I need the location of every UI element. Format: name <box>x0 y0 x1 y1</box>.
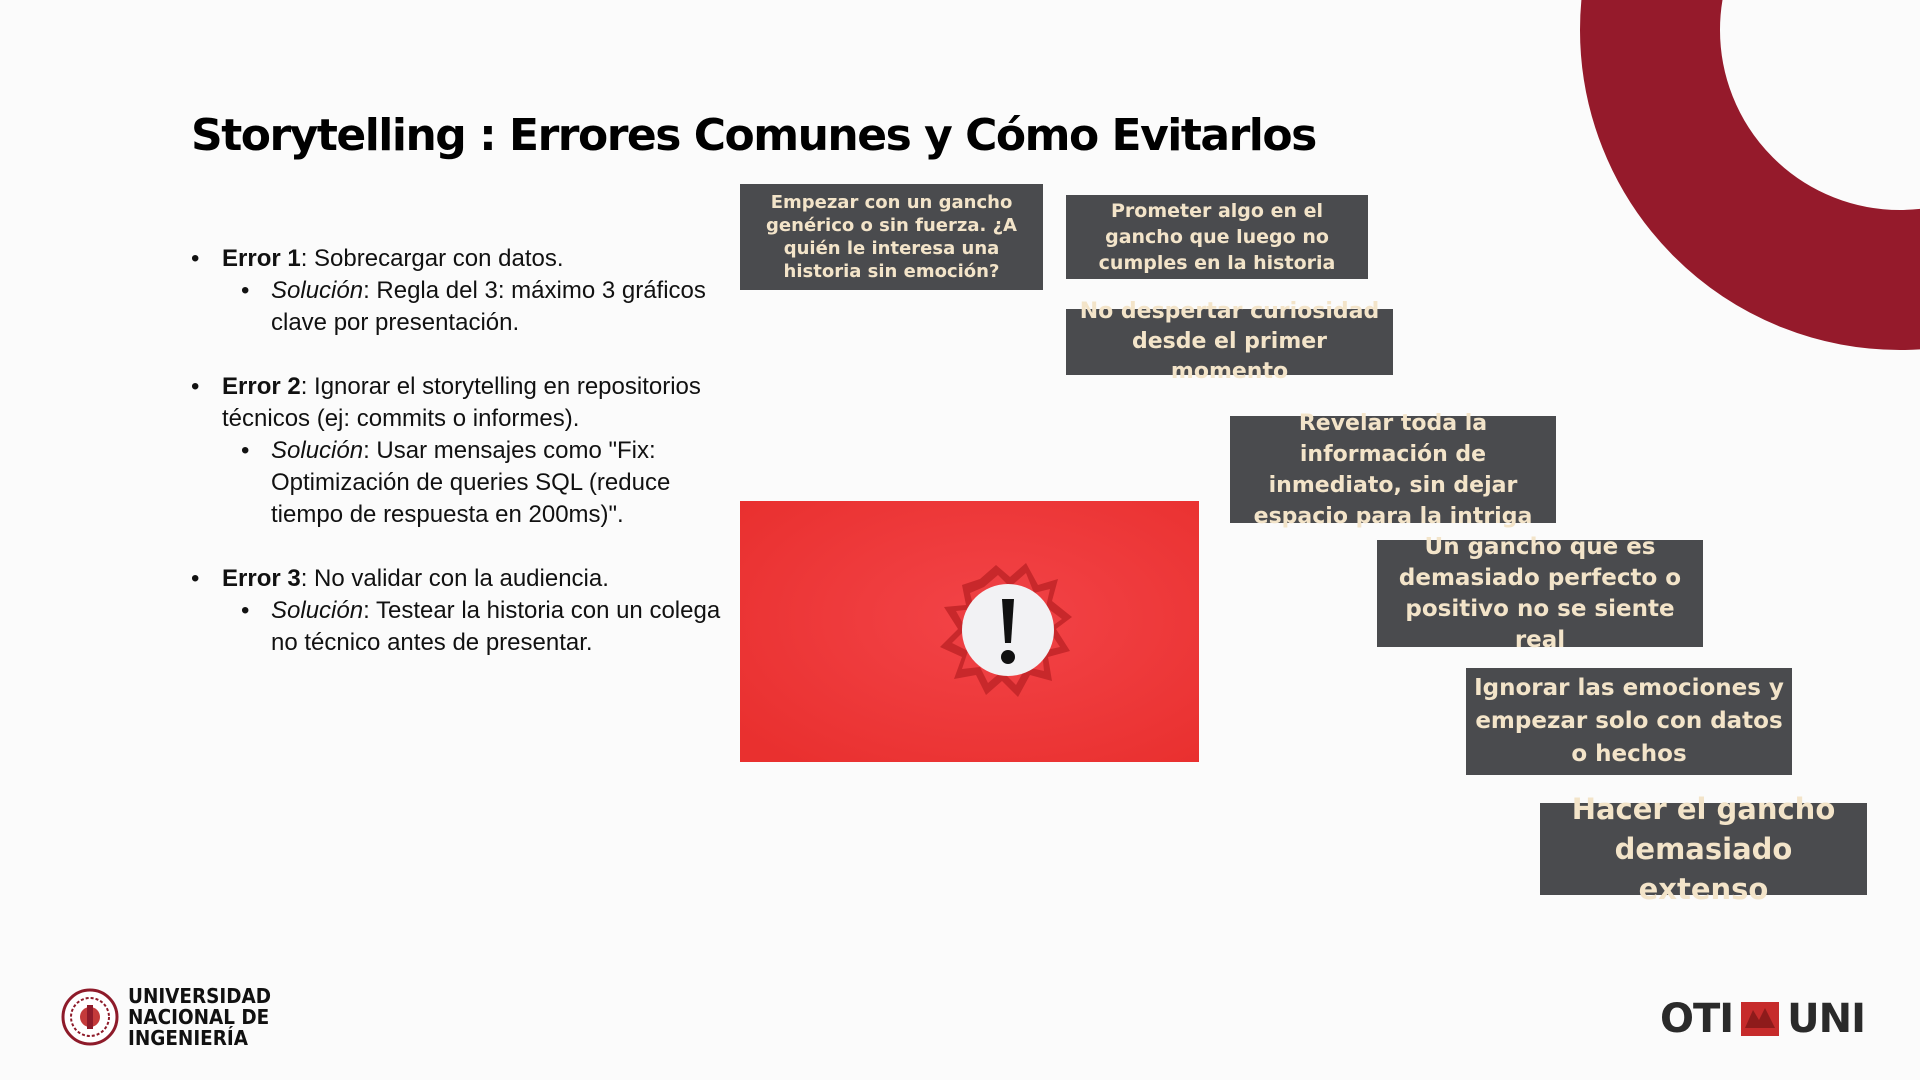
error-label: Error 3 <box>222 565 301 592</box>
oti-text: OTI <box>1660 996 1734 1042</box>
mistake-box: Hacer el gancho demasiado extenso <box>1540 803 1867 895</box>
warning-photo <box>740 501 1199 762</box>
solution-label: Solución <box>271 597 364 624</box>
error-list <box>191 243 731 659</box>
university-name-line: INGENIERÍA <box>128 1025 248 1050</box>
error-item <box>191 371 731 435</box>
mistake-box: No despertar curiosidad desde el primer momento <box>1066 309 1393 375</box>
oti-uni-logo <box>1660 995 1865 1043</box>
mistake-box: Empezar con un gancho genérico o sin fuerza. ¿A quién le interesa una historia sin emoción? <box>740 184 1043 290</box>
solution-label: Solución <box>271 437 364 464</box>
mistake-box: Un gancho que es demasiado perfecto o positivo no se siente real <box>1377 540 1703 647</box>
error-text: : No validar con la audiencia. <box>300 565 609 592</box>
error-text: : Ignorar el storytelling en repositorios técnicos (ej: commits o informes). <box>222 373 701 432</box>
error-text: : Sobrecargar con datos. <box>300 245 564 272</box>
mistake-box: Prometer algo en el gancho que luego no cumples en la historia <box>1066 195 1368 279</box>
university-name-line: UNIVERSIDAD <box>128 983 272 1008</box>
solution-item <box>191 435 731 531</box>
uni-text: UNI <box>1787 996 1866 1042</box>
decorative-arc <box>1580 0 1920 350</box>
university-logo <box>60 983 284 1051</box>
mistake-box: Revelar toda la información de inmediato, sin dejar espacio para la intriga <box>1230 416 1556 523</box>
error-label: Error 2 <box>222 373 301 400</box>
solution-item <box>191 275 731 339</box>
oti-uni-mark-icon <box>1739 998 1781 1040</box>
error-item <box>191 243 731 275</box>
university-name-line: NACIONAL DE <box>128 1004 270 1029</box>
solution-text: : Regla del 3: máximo 3 gráficos clave por presentación. <box>271 277 706 336</box>
slide-title: Storytelling : Errores Comunes y Cómo Evitarlos <box>191 110 1316 161</box>
university-seal-icon <box>60 983 120 1051</box>
solution-text: : Testear la historia con un colega no técnico antes de presentar. <box>271 597 721 656</box>
error-label: Error 1 <box>222 245 301 272</box>
solution-item <box>191 595 731 659</box>
error-item <box>191 563 731 595</box>
solution-label: Solución <box>271 277 364 304</box>
solution-text: : Usar mensajes como "Fix: Optimización de queries SQL (reduce tiempo de respuesta en 200ms)". <box>271 437 671 528</box>
mistake-box: Ignorar las emociones y empezar solo con datos o hechos <box>1466 668 1792 775</box>
university-name <box>128 983 284 1050</box>
